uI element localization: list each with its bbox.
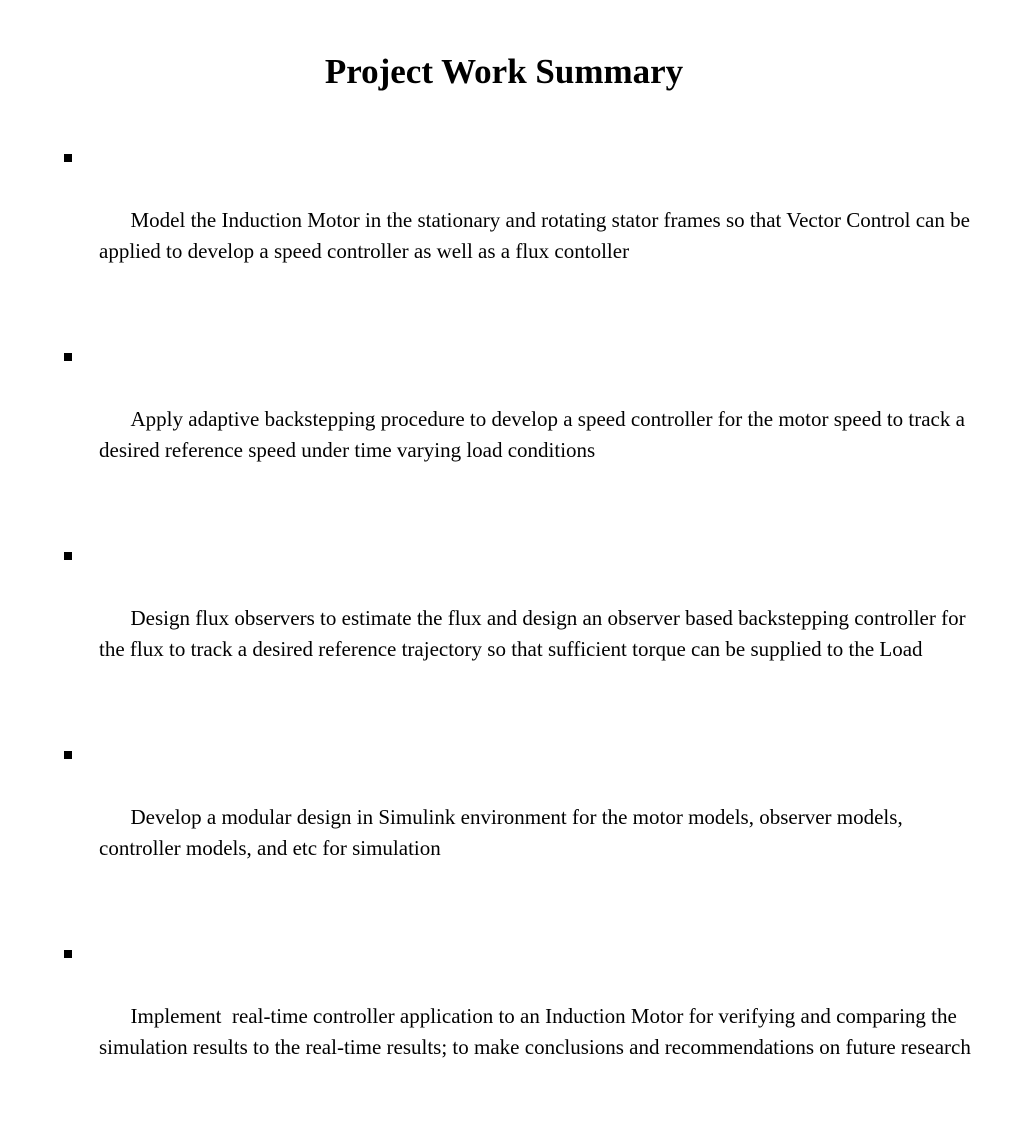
bullet-item (62, 740, 982, 895)
bullet-text: Develop a modular design in Simulink environment for the motor models, observer models, controller models, and etc for simulation (99, 805, 908, 860)
square-bullet-icon (64, 353, 72, 361)
bullet-text: Design flux observers to estimate the flux and design an observer based backstepping controller for the flux to track a desired reference trajectory so that sufficient torque can be supplied to the Load (99, 606, 971, 661)
bullet-list (62, 143, 982, 1138)
slide-title: Project Work Summary (324, 52, 684, 91)
bullet-text: Implement real-time controller application to an Induction Motor for verifying and comparing the simulation results to the real-time results; to make conclusions and recommendations on future research (99, 1004, 971, 1059)
bullet-text: Model the Induction Motor in the stationary and rotating stator frames so that Vector Control can be applied to develop a speed controller as well as a flux contoller (99, 208, 976, 263)
bullet-item (62, 541, 982, 696)
square-bullet-icon (64, 950, 72, 958)
bullet-item (62, 939, 982, 1094)
bullet-text: Apply adaptive backstepping procedure to develop a speed controller for the motor speed to track a desired reference speed under time varying load conditions (99, 407, 971, 462)
bullet-item (62, 143, 982, 298)
square-bullet-icon (64, 552, 72, 560)
square-bullet-icon (64, 154, 72, 162)
square-bullet-icon (64, 751, 72, 759)
bullet-item (62, 342, 982, 497)
